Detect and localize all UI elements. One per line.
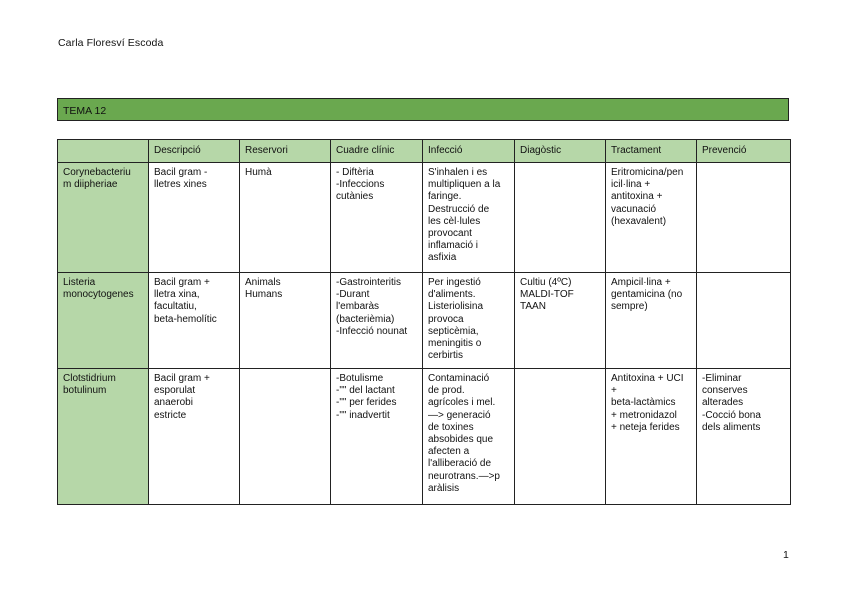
organism-name-cell — [58, 369, 149, 505]
cell-line: Bacil gram + — [154, 277, 210, 288]
bacteria-table — [57, 139, 791, 505]
cell-line: + neteja ferides — [611, 421, 680, 433]
cell-line: esporulat — [154, 385, 196, 397]
cell-line: S'inhalen i es — [428, 167, 488, 178]
cell-line: -Gastrointeritis — [336, 277, 402, 288]
cell-line: Clotstidrium — [63, 373, 116, 384]
cell-infeccio — [423, 163, 515, 273]
header-cell-organism — [58, 140, 149, 163]
cell-line: TAAN — [520, 301, 546, 313]
cell-line: neurotrans.—>p — [428, 470, 500, 482]
cell-line: meningitis o — [428, 338, 482, 350]
cell-line: (hexavalent) — [611, 215, 667, 227]
cell-line: de prod. — [428, 385, 465, 397]
cell-line: provocant — [428, 228, 472, 240]
cell-line: multipliquen a la — [428, 179, 501, 191]
cell-line: facultatiu, — [154, 301, 197, 313]
cell-line: lletra xina, — [154, 289, 200, 301]
cell-line: -Infecció nounat — [336, 325, 408, 337]
cell-descripcio — [149, 163, 240, 273]
cell-line: Antitoxina + UCI — [611, 373, 684, 384]
cell-line: icil·lina + — [611, 179, 651, 191]
cell-line: -Botulisme — [336, 373, 384, 384]
cell-cuadre-clinic — [331, 369, 423, 505]
cell-diagnostic — [515, 369, 606, 505]
cell-diagnostic — [515, 163, 606, 273]
cell-line: —> generació — [428, 409, 491, 421]
cell-line: cutànies — [336, 191, 374, 203]
cell-line: aràlisis — [428, 482, 460, 494]
cell-line: cerbirtis — [428, 350, 464, 362]
cell-descripcio — [149, 369, 240, 505]
cell-line: Ampicil·lina + — [611, 277, 671, 288]
header-cell-infeccio: Infecció — [423, 140, 515, 163]
cell-line: MALDI-TOF — [520, 289, 574, 301]
section-title-bar — [57, 98, 789, 121]
table-header-row — [58, 140, 791, 163]
cell-line: l'alliberació de — [428, 458, 492, 470]
cell-line: anaerobi — [154, 397, 193, 409]
cell-line: vacunació — [611, 203, 657, 215]
cell-line: -"" per ferides — [336, 397, 397, 409]
cell-line: Bacil gram + — [154, 373, 210, 384]
cell-line: + — [611, 385, 617, 397]
cell-line: dels aliments — [702, 421, 761, 433]
cell-line: sempre) — [611, 301, 648, 313]
cell-line: Corynebacteriu — [63, 167, 131, 178]
cell-reservori — [240, 273, 331, 369]
cell-line: alterades — [702, 397, 744, 409]
cell-line: asfixia — [428, 252, 457, 264]
cell-line: inflamació i — [428, 240, 479, 252]
header-cell-cuadre-clinic: Cuadre clínic — [331, 140, 423, 163]
header-cell-tractament: Tractament — [606, 140, 697, 163]
cell-tractament — [606, 273, 697, 369]
cell-line: afecten a — [428, 446, 470, 458]
cell-line: -Eliminar — [702, 373, 742, 384]
cell-line: Bacil gram - — [154, 167, 208, 178]
page-number: 1 — [783, 549, 789, 561]
cell-line: septicèmia, — [428, 325, 479, 337]
cell-line: Eritromicina/pen — [611, 167, 684, 178]
cell-line: -"" del lactant — [336, 385, 395, 397]
cell-line: Contaminació — [428, 373, 490, 384]
cell-line: -Durant — [336, 289, 370, 301]
cell-line: d'aliments. — [428, 289, 476, 301]
cell-line: Cultiu (4ºC) — [520, 277, 572, 288]
cell-line: -Cocció bona — [702, 409, 761, 421]
cell-cuadre-clinic — [331, 273, 423, 369]
cell-line: agrícoles i mel. — [428, 397, 496, 409]
cell-line: Animals — [245, 277, 281, 288]
organism-name-cell — [58, 273, 149, 369]
cell-prevencio — [697, 163, 791, 273]
cell-descripcio — [149, 273, 240, 369]
header-cell-reservori: Reservori — [240, 140, 331, 163]
cell-line: m diipheriae — [63, 179, 118, 191]
cell-line: - Diftèria — [336, 167, 374, 178]
cell-line: Listeria — [63, 277, 96, 288]
cell-line: Destrucció de — [428, 203, 490, 215]
cell-line: beta-lactàmics — [611, 397, 676, 409]
cell-line: -Infeccions — [336, 179, 385, 191]
cell-line: l'embaràs — [336, 301, 380, 313]
table-row — [58, 369, 791, 505]
cell-line: faringe. — [428, 191, 462, 203]
cell-line: + metronidazol — [611, 409, 677, 421]
cell-line: -"" inadvertit — [336, 409, 390, 421]
section-title: TEMA 12 — [63, 105, 107, 117]
cell-line: monocytogenes — [63, 289, 134, 301]
cell-line: estricte — [154, 409, 187, 421]
cell-reservori — [240, 369, 331, 505]
header-cell-descripcio: Descripció — [149, 140, 240, 163]
table-row — [58, 163, 791, 273]
cell-line: Listeriolisina — [428, 301, 484, 313]
cell-line: Per ingestió — [428, 277, 481, 288]
cell-line: beta-hemolític — [154, 313, 217, 325]
cell-cuadre-clinic — [331, 163, 423, 273]
cell-line: de toxines — [428, 421, 474, 433]
cell-infeccio — [423, 273, 515, 369]
cell-line: les cèl·lules — [428, 215, 481, 227]
cell-reservori — [240, 163, 331, 273]
cell-line: provoca — [428, 313, 464, 325]
cell-line: botulinum — [63, 385, 107, 397]
cell-tractament — [606, 163, 697, 273]
cell-tractament — [606, 369, 697, 505]
author-name: Carla Floresví Escoda — [58, 37, 164, 49]
cell-prevencio — [697, 273, 791, 369]
cell-line: gentamicina (no — [611, 289, 683, 301]
header-cell-prevencio: Prevenció — [697, 140, 791, 163]
cell-diagnostic — [515, 273, 606, 369]
cell-line: absobides que — [428, 434, 494, 446]
cell-prevencio — [697, 369, 791, 505]
header-cell-diagnostic: Diagòstic — [515, 140, 606, 163]
organism-name-cell — [58, 163, 149, 273]
table-row — [58, 273, 791, 369]
cell-line: lletres xines — [154, 179, 207, 191]
cell-line: antitoxina + — [611, 191, 663, 203]
cell-infeccio — [423, 369, 515, 505]
cell-line: (bacterièmia) — [336, 313, 395, 325]
cell-line: Humans — [245, 289, 283, 301]
cell-line: Humà — [245, 167, 272, 178]
cell-line: conserves — [702, 385, 748, 397]
